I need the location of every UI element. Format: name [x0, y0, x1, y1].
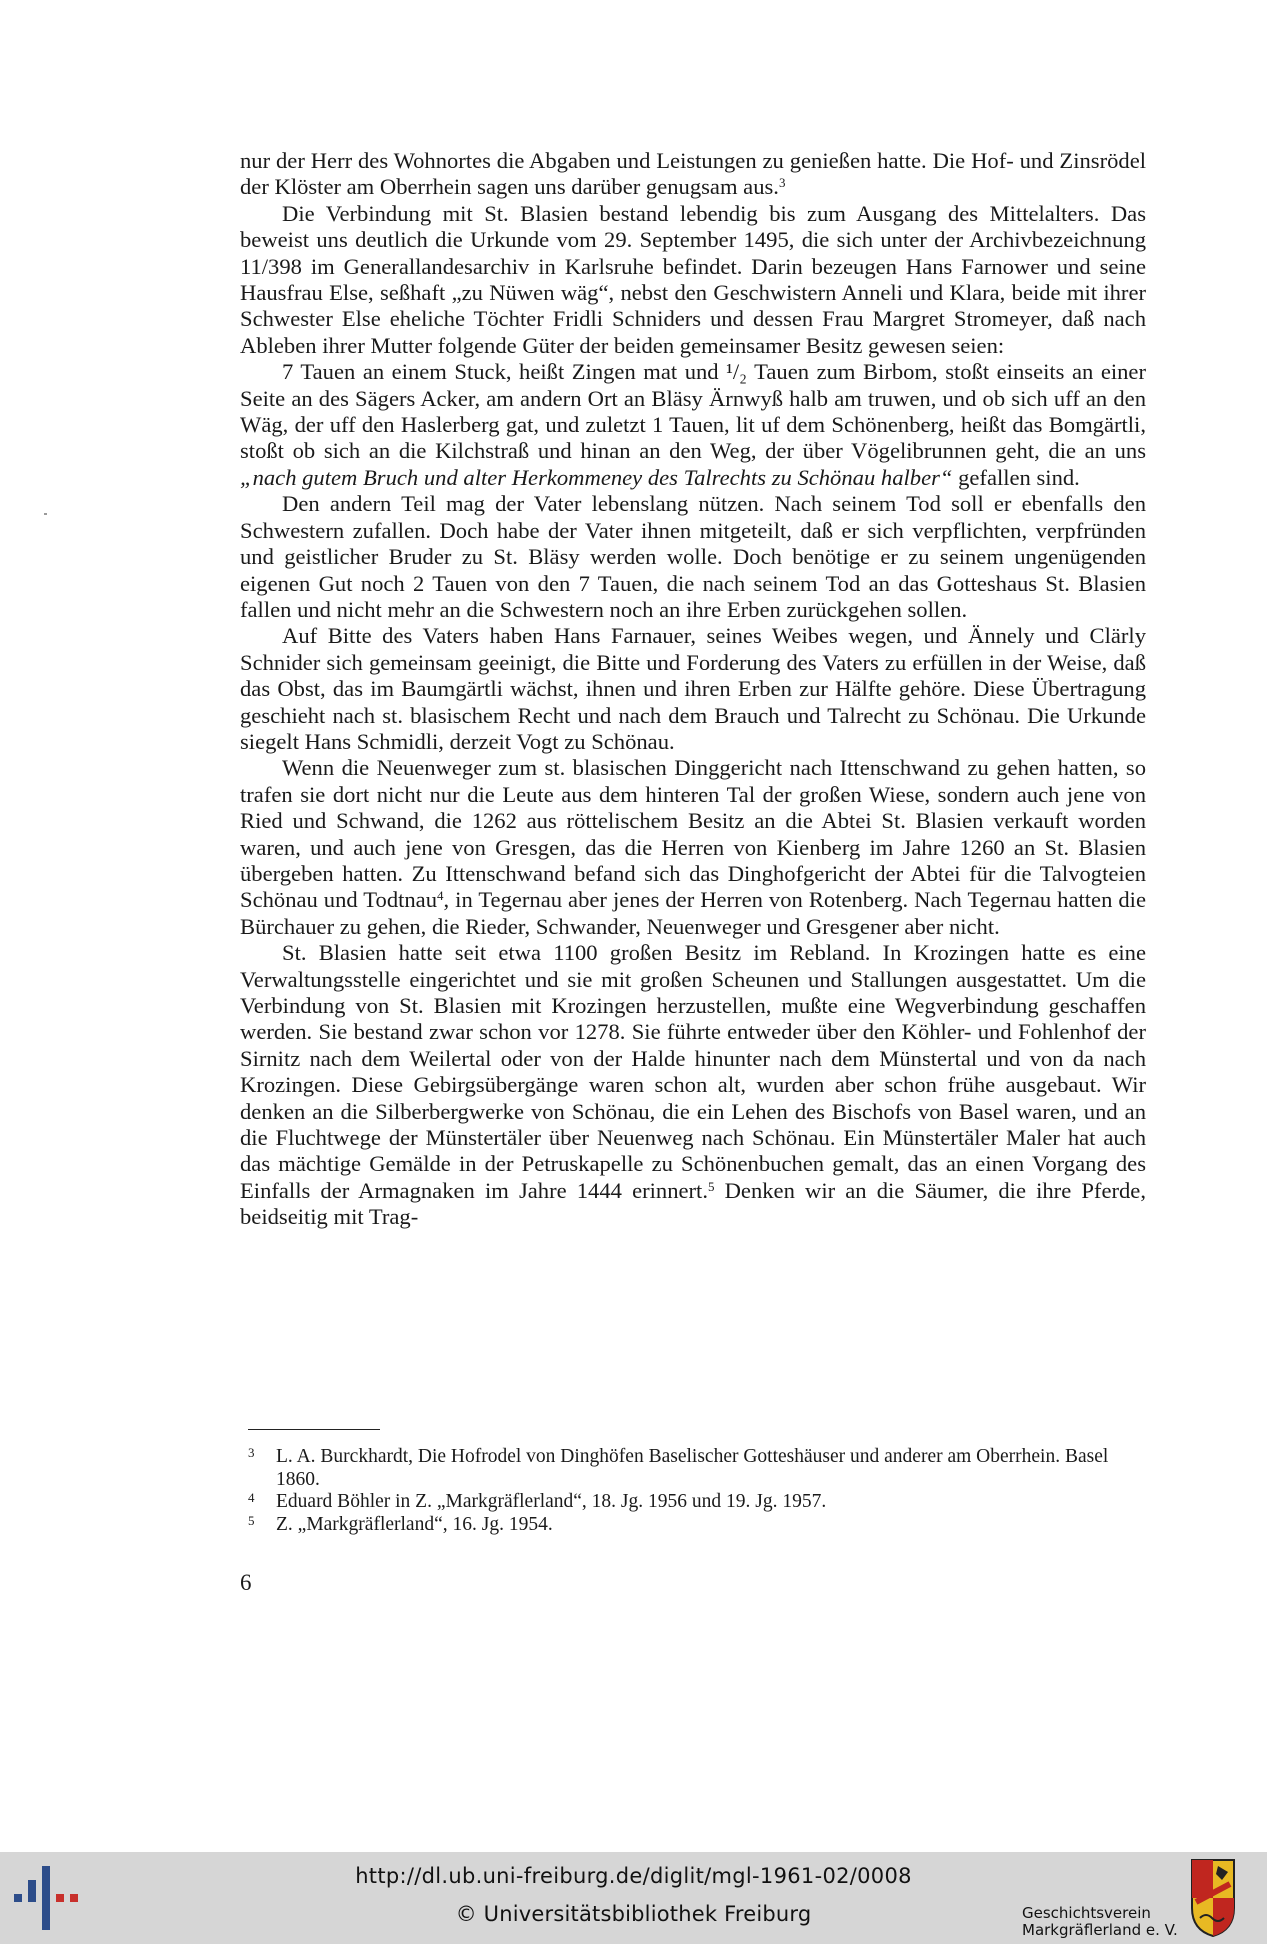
- page-number: 6: [240, 1570, 252, 1595]
- paragraph: Wenn die Neuenweger zum st. blasischen Dinggericht nach Ittenschwand zu gehen hatten, so trafen sie dort nicht nur die Leute aus dem hinteren Tal der großen Wiese, sondern auch jene von Ried und Schwand, die 1262 aus röttelischem Besitz an die Abtei St. Blasien verkauft worden waren, und auch jene von Gresgen, das die Herren von Kienberg im Jahre 1260 an St. Blasien übergeben hatten. Zu Ittenschwand befand sich das Dinghofgericht der Abtei für die Talvogteien Schönau und Todtnau$^4$, in Tegernau aber jenes der Herren von Rotenberg. Nach Tegernau hatten die Bürchauer zu gehen, die Rieder, Schwander, Neuenweger und Gresgener aber nicht.: [240, 755, 1146, 939]
- paragraph: St. Blasien hatte seit etwa 1100 großen Besitz im Rebland. In Krozingen hatte es eine Verwaltungsstelle eingerichtet und sie mit großen Scheunen und Stallungen ausgestattet. Um die Verbindung von St. Blasien mit Krozingen herzustellen, mußte eine Wegverbindung geschaffen werden. Sie bestand zwar schon vor 1278. Sie führte entweder über den Köhler- und Fohlenhof der Sirnitz nach dem Weilertal oder von der Halde hinunter nach dem Münstertal und von da nach Krozingen. Diese Gebirgsübergänge waren schon alt, wurden aber schon frühe ausgebaut. Wir denken an die Silberbergwerke von Schönau, die ein Lehen des Bischofs von Basel waren, und an die Fluchtwege der Münstertäler über Neuenweg nach Schönau. Ein Münstertäler Maler hat auch das mächtige Gemälde in der Petruskapelle zu Schönenbuchen gemalt, das an einen Vorgang des Einfalls der Armagnaken im Jahre 1444 erinnert.$^5$ Denken wir an die Säumer, die ihre Pferde, beidseitig mit Trag-: [240, 940, 1146, 1230]
- scan-speck: [44, 513, 47, 515]
- footnote-ref[interactable]: 3: [778, 175, 786, 191]
- paragraph: 7 Tauen an einem Stuck, heißt Zingen mat und ¹/₂ Tauen zum Birbom, stoßt einseits an einer Seite an des Sägers Acker, am andern Ort an Bläsy Ärnwyß halb am truwen, und ob sich uff an den Wäg, der uff den Haslerberg gat, und zuletzt 1 Tauen, lit uf dem Schönenberg, heißt das Bomgärtli, stoßt ob sich an die Kilchstraß und hinan an den Weg, der über Vögelibrunnen geht, die an uns „nach gutem Bruch und alter Herkommeney des Talrechts zu Schönau halber“ gefallen sind.: [240, 359, 1146, 490]
- copyright-text: © Universitätsbibliothek Freiburg: [455, 1902, 812, 1926]
- footnote: 3 L. A. Burckhardt, Die Hofrodel von Dinghöfen Baselischer Gotteshäuser und anderer am Oberrhein. Basel 1860.: [248, 1445, 1109, 1490]
- footnote: 5 Z. „Markgräflerland“, 16. Jg. 1954.: [248, 1512, 553, 1535]
- footnote: 4 Eduard Böhler in Z. „Markgräflerland“, 18. Jg. 1956 und 19. Jg. 1957.: [248, 1490, 827, 1513]
- footnote-ref[interactable]: 4: [437, 888, 444, 904]
- paragraph: Den andern Teil mag der Vater lebenslang nützen. Nach seinem Tod soll er ebenfalls den Schwestern zufallen. Doch habe der Vater ihnen mitgeteilt, daß er sich verpflichten, verpfründen und geistlicher Bruder zu St. Bläsy werden wolle. Doch benötige er zu seinem ungenügenden eigenen Gut noch 2 Tauen von den 7 Tauen, die nach seinem Tod an das Gotteshaus St. Blasien fallen und nicht mehr an die Schwestern noch an ihre Erben zurückgehen sollen.: [240, 491, 1146, 622]
- paragraph: Die Verbindung mit St. Blasien bestand lebendig bis zum Ausgang des Mittelalters. Das beweist uns deutlich die Urkunde vom 29. September 1495, die sich unter der Archivbezeichnung 11/398 im Generallandesarchiv in Karlsruhe befindet. Darin bezeugen Hans Farnower und seine Hausfrau Else, seßhaft „zu Nüwen wäg“, nebst den Geschwistern Anneli und Klara, beide mit ihrer Schwester Else eheliche Töchter Fridli Schniders und dessen Frau Margret Stromeyer, daß nach Ableben ihrer Mutter folgende Güter der beiden gemeinsamer Besitz gewesen seien:: [240, 200, 1146, 358]
- association-name: Geschichtsverein Markgräflerland e. V.: [1022, 1904, 1178, 1939]
- coat-of-arms-icon[interactable]: [1190, 1858, 1236, 1938]
- body-text: [240, 148, 1146, 1231]
- paragraph: nur der Herr des Wohnortes die Abgaben und Leistungen zu genießen hatte. Die Hof- und Zinsrödel der Klöster am Oberrhein sagen uns darüber genugsam aus.$^3$: [240, 148, 1146, 200]
- footnote-ref[interactable]: 5: [707, 1178, 715, 1194]
- footnote-divider: [248, 1429, 380, 1430]
- paragraph: Auf Bitte des Vaters haben Hans Farnauer, seines Weibes wegen, und Ännely und Clärly Schnider sich gemeinsam geeinigt, die Bitte und Forderung des Vaters zu erfüllen in der Weise, daß das Obst, das im Baumgärtli wächst, ihnen und ihren Erben zur Hälfte gehöre. Diese Übertragung geschieht nach st. blasischem Recht und nach dem Brauch und Talrecht zu Schönau. Die Urkunde siegelt Hans Schmidli, derzeit Vogt zu Schönau.: [240, 623, 1146, 754]
- footnotes: [248, 1446, 1148, 1536]
- document-url-link[interactable]: http://dl.ub.uni-freiburg.de/diglit/mgl-1961-02/0008: [355, 1864, 912, 1888]
- footer-bar: [0, 1852, 1267, 1944]
